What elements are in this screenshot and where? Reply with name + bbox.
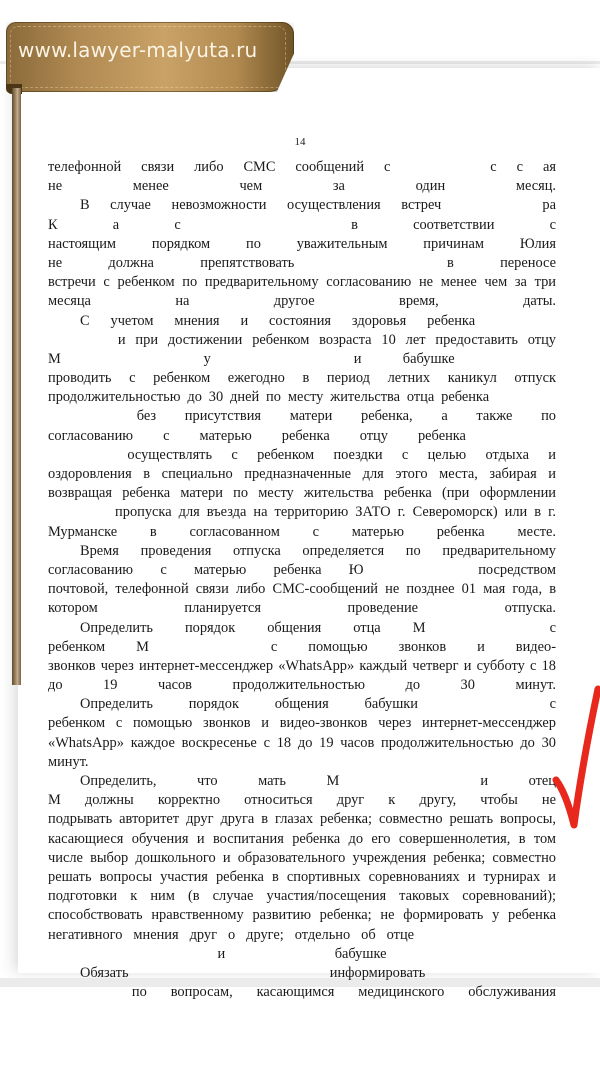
line-text: звонков через интернет-мессенджер «WhatsApp» каждый четверг и субботу с 18 — [48, 657, 556, 674]
document-line — [48, 753, 556, 772]
line-text: Мурманске в согласованном с матерью ребенка месте. — [48, 523, 556, 540]
line-text: Определить, что мать М — [80, 773, 340, 789]
line-text: числе выбор дошкольного и образовательного учреждения ребенка; совместно — [48, 849, 556, 866]
redacted-gap — [496, 312, 556, 331]
redacted-gap — [496, 945, 556, 964]
redacted-gap — [458, 619, 518, 638]
line-text: С учетом мнения и состояния здоровья ребенка — [80, 312, 476, 329]
document-line — [48, 849, 556, 868]
line-text: подготовки к ним (в случае участия/посещения таковых соревнований); — [48, 888, 556, 905]
line-text: Обязать — [80, 964, 129, 981]
line-text: продолжительностью до 30 дней по месту жительства отца ребенка — [48, 389, 490, 406]
document-line — [48, 964, 556, 983]
line-text: с — [549, 696, 556, 713]
line-text: до 19 часов продолжительностью до 30 минут. — [48, 677, 556, 694]
line-text: у — [203, 350, 211, 367]
document-line — [48, 714, 556, 733]
redacted-gap — [496, 964, 556, 983]
redacted-gap — [252, 350, 312, 369]
line-text: ребенком с помощью звонков и видео-звонков через интернет-мессенджер — [48, 715, 556, 732]
line-text: решать вопросы участия ребенка в спортивных соревнованиях и турнирах и — [48, 868, 556, 885]
redacted-gap — [48, 945, 108, 964]
redacted-gap — [48, 446, 108, 465]
document-line — [48, 407, 556, 426]
redacted-gap — [341, 254, 401, 273]
redacted-gap — [102, 350, 162, 369]
line-text: ра — [542, 197, 556, 214]
document-line — [48, 158, 556, 177]
document-line — [48, 542, 556, 561]
document-body — [48, 158, 556, 1002]
line-text: телефонной связи либо СМС сообщений с — [48, 159, 391, 175]
document-line — [48, 791, 556, 810]
document-line — [48, 273, 556, 292]
line-text: настоящим порядком по уважительным причинам — [48, 235, 485, 252]
line-text: посредством — [478, 561, 556, 578]
redacted-gap — [199, 964, 259, 983]
line-text: М — [48, 792, 61, 809]
document-line — [48, 657, 556, 676]
document-line — [48, 427, 556, 446]
document-line — [48, 734, 556, 753]
document-line — [48, 619, 556, 638]
line-text: оздоровления в специально предназначенные для этого места, забирая и — [48, 466, 556, 482]
document-line — [48, 599, 556, 618]
document-line — [48, 484, 556, 503]
redacted-gap — [454, 695, 514, 714]
line-text: с — [549, 619, 556, 636]
redacted-gap — [496, 350, 556, 369]
document-line — [48, 216, 556, 235]
line-text: с помощью звонков и видео- — [270, 638, 556, 655]
watermark-url: www.lawyer-malyuta.ru — [18, 38, 258, 62]
line-text: Определить порядок общения отца М — [80, 619, 426, 636]
line-text: М — [48, 350, 61, 367]
redacted-gap — [391, 561, 451, 580]
page-number: 14 — [294, 136, 306, 148]
line-text: способствовать нравственному развитию ребенка; не формировать у ребенка — [48, 907, 556, 924]
line-text: и бабушке — [217, 945, 387, 962]
redacted-gap — [48, 983, 108, 1002]
document-line — [48, 388, 556, 407]
line-text: Время проведения отпуска определяется по предварительному — [80, 542, 556, 559]
document-line — [48, 695, 556, 714]
document-line — [48, 561, 556, 580]
line-text: а с — [112, 216, 181, 233]
redacted-gap — [180, 638, 240, 657]
line-text: в переносе — [446, 254, 556, 271]
ribbon-tail — [12, 88, 21, 685]
line-text: К — [48, 216, 58, 233]
document-line — [48, 810, 556, 829]
line-text: ая — [542, 159, 556, 175]
redacted-gap — [380, 772, 440, 791]
redacted-gap — [496, 427, 556, 446]
line-text: негативного мнения друг о друге; отдельно об отце — [48, 926, 415, 943]
line-text: без присутствия матери ребенка, а также по — [136, 408, 556, 425]
document-line — [48, 369, 556, 388]
document-line — [48, 887, 556, 906]
document-line — [48, 945, 556, 964]
line-text: Определить порядок общения бабушки — [80, 696, 418, 713]
line-text: с — [490, 159, 497, 175]
checkmark-icon — [549, 685, 600, 850]
line-text: по вопросам, касающимся медицинского обслуживания — [131, 984, 556, 1001]
line-text: «WhatsApp» каждое воскресенье с 18 до 19 часов продолжительностью до 30 — [48, 734, 556, 751]
document-line — [48, 580, 556, 599]
line-text: осуществлять с ребенком поездки с целью отдыха и — [127, 446, 556, 463]
document-line — [48, 983, 556, 1002]
document-line — [48, 312, 556, 331]
line-text: почтовой, телефонной связи либо СМС-сообщений не позднее 01 мая года, в — [48, 581, 556, 598]
document-line — [48, 906, 556, 925]
document-line — [48, 292, 556, 311]
document-line — [48, 926, 556, 945]
redacted-gap — [462, 196, 522, 215]
redacted-gap — [48, 331, 108, 350]
line-text: согласованию с матерью ребенка отцу ребенка — [48, 427, 466, 444]
line-text: не менее чем за один месяц. — [48, 178, 556, 195]
document-line — [48, 235, 556, 254]
redacted-gap — [425, 926, 485, 945]
redacted-gap — [48, 407, 108, 426]
line-text: В случае невозможности осуществления встреч — [80, 197, 442, 214]
line-text: котором планируется проведение отпуска. — [48, 600, 556, 617]
line-text: и отец — [480, 773, 556, 789]
document-line — [48, 523, 556, 542]
document-line — [48, 177, 556, 196]
redacted-gap — [496, 926, 556, 945]
line-text: касающиеся обучения и воспитания ребенка до его совершеннолетия, в том — [48, 830, 556, 847]
line-text: и при достижении ребенком возраста 10 лет предоставить отцу — [117, 331, 556, 348]
line-text: не должна препятствовать — [48, 254, 295, 271]
line-text: должны корректно относиться друг к другу, чтобы не — [84, 792, 556, 809]
line-text: согласованию с матерью ребенка Ю — [48, 561, 364, 578]
document-line — [48, 350, 556, 369]
document-line — [48, 331, 556, 350]
document-line — [48, 868, 556, 887]
redacted-gap — [236, 216, 296, 235]
line-text: Юлия — [519, 235, 556, 252]
line-text: подрывать авторитет друг друга в глазах ребенка; совместно решать вопросы, — [48, 811, 556, 828]
document-line — [48, 254, 556, 273]
line-text: проводить с ребенком ежегодно в период летних каникул отпуск — [48, 370, 556, 387]
document-line — [48, 830, 556, 849]
line-text: пропуска для въезда на территорию ЗАТО г. Североморск) или в г. — [115, 504, 556, 521]
line-text: месяца на другое время, даты. — [48, 293, 556, 310]
document-line — [48, 446, 556, 465]
document-line — [48, 676, 556, 695]
line-text: ребенком М — [48, 638, 149, 655]
line-text: встречи с ребенком по предварительному согласованию не менее чем за три — [48, 274, 556, 291]
line-text: возвращая ребенка матери по месту жительства ребенка (при оформлении — [48, 485, 556, 502]
document-line — [48, 465, 556, 484]
document-line — [48, 503, 556, 522]
redacted-gap — [410, 158, 470, 177]
document-line — [48, 772, 556, 791]
redacted-gap — [496, 388, 556, 407]
line-text: минут. — [48, 753, 89, 770]
document-line — [48, 638, 556, 657]
line-text: информировать — [329, 964, 426, 981]
document-line — [48, 196, 556, 215]
line-text: с — [516, 159, 524, 175]
line-text: и бабушке — [353, 350, 455, 367]
line-text: в соответствии с — [351, 216, 556, 233]
redacted-gap — [48, 503, 108, 522]
